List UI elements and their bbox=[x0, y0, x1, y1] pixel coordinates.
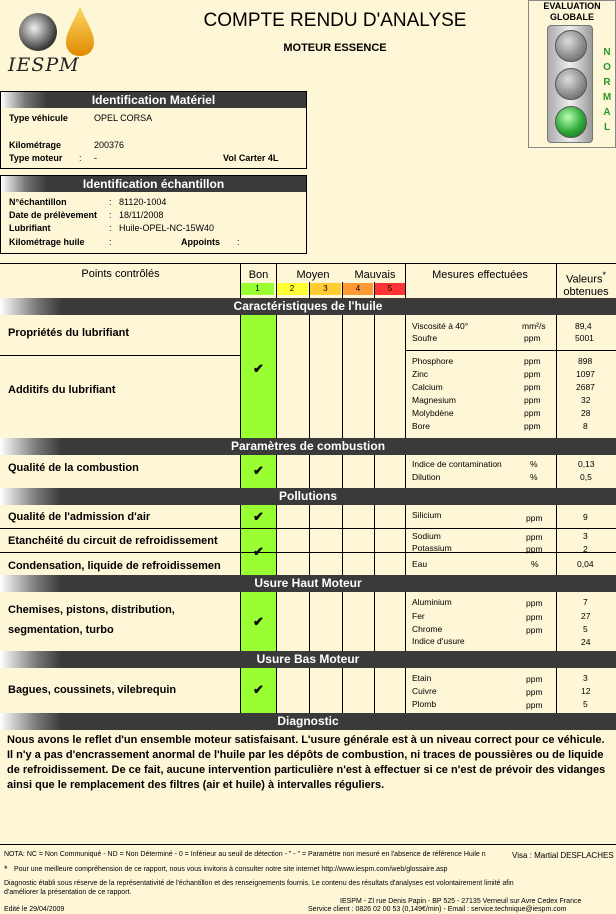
check-icon: ✔ bbox=[253, 463, 264, 478]
measure-value: 5 bbox=[583, 699, 588, 709]
header-moyen: Moyen bbox=[296, 269, 330, 281]
footer-notes: NOTA: NC = Non Communiqué - ND = Non Déterminé - 0 = Inférieur au seuil de détection - " - " = Paramètre non mesuré en l'absence de référence Huile n bbox=[4, 851, 486, 858]
kilometrage-value: 200376 bbox=[94, 140, 125, 150]
measure-unit: ppm bbox=[526, 625, 543, 635]
footer-glossary: Pour une meilleure compréhension de ce rapport, nous vous invitons à consulter notre site internet http://www.iespm.com/web/glossaire.asp bbox=[14, 866, 448, 873]
page-subtitle: MOTEUR ESSENCE bbox=[283, 42, 387, 54]
point-chemises-1: Chemises, pistons, distribution, bbox=[8, 604, 175, 616]
measure-unit: ppm bbox=[526, 544, 543, 554]
measure-value: 89,4 bbox=[575, 321, 592, 331]
footer-edited: Edité le 29/04/2009 bbox=[4, 906, 65, 913]
light-green-icon bbox=[555, 106, 587, 138]
echantillon-heading: Identification échantillon bbox=[1, 176, 306, 192]
measure-value: 0,13 bbox=[578, 459, 595, 469]
measure-unit: ppm bbox=[524, 369, 541, 379]
measure-unit: % bbox=[531, 559, 539, 569]
point-bagues: Bagues, coussinets, vilebrequin bbox=[8, 684, 177, 696]
measure-name: Viscosité à 40° bbox=[412, 321, 469, 331]
measure-name: Potassium bbox=[412, 543, 452, 553]
measure-unit: % bbox=[530, 472, 538, 482]
header-mauvais: Mauvais bbox=[354, 269, 396, 281]
measure-value: 0,5 bbox=[580, 472, 592, 482]
evaluation-panel bbox=[528, 0, 616, 148]
type-moteur-sep: : bbox=[79, 153, 82, 163]
evaluation-title-1: EVALUATION bbox=[543, 1, 601, 11]
vol-carter: Vol Carter 4L bbox=[223, 153, 279, 163]
measure-name: Chrome bbox=[412, 624, 443, 634]
measure-name: Indice d'usure bbox=[412, 636, 465, 646]
header-bon: Bon bbox=[248, 269, 269, 281]
measure-value: 2 bbox=[583, 544, 588, 554]
point-additifs: Additifs du lubrifiant bbox=[8, 384, 116, 396]
measure-value: 27 bbox=[581, 611, 591, 621]
measure-name: Magnesium bbox=[412, 395, 456, 405]
header-obtenues: obtenues bbox=[563, 285, 609, 298]
logo-drop-icon bbox=[8, 4, 98, 56]
measure-unit: ppm bbox=[526, 674, 543, 684]
scale-2: 2 bbox=[276, 283, 308, 295]
measure-value: 3 bbox=[583, 531, 588, 541]
materiel-box bbox=[0, 91, 307, 169]
point-proprietes: Propriétés du lubrifiant bbox=[8, 327, 130, 339]
scale-3: 3 bbox=[310, 283, 341, 295]
measure-value: 7 bbox=[583, 597, 588, 607]
measure-value: 32 bbox=[581, 395, 591, 405]
footer-visa: Visa : Martial DESFLACHES bbox=[512, 851, 614, 860]
materiel-heading: Identification Matériel bbox=[1, 92, 306, 108]
appoints-label: Appoints bbox=[181, 237, 220, 247]
measure-unit: ppm bbox=[526, 612, 543, 622]
page-title: COMPTE RENDU D'ANALYSE bbox=[203, 10, 467, 31]
measure-unit: % bbox=[530, 459, 538, 469]
measure-value: 3 bbox=[583, 673, 588, 683]
measure-value: 28 bbox=[581, 408, 591, 418]
measure-name: Cuivre bbox=[412, 686, 437, 696]
diagnostic-text: Nous avons le reflet d'un ensemble moteur satisfaisant. L'usure générale est à un niveau correct pour ce véhicule. Il n'y a pas d'encrassement anormal de l'huile par les dépôts de combustion, ni traces de poussières ou de liquide de refroidissement. De ce fait, aucune intervention particulière n'est à effectuer si ce n'est de prévoir des vidanges ainsi que le remplacement des filtres (air et huile) à intervalles réguliers. bbox=[7, 734, 606, 791]
measure-name: Dilution bbox=[412, 472, 441, 482]
point-condensation: Condensation, liquide de refroidissemen bbox=[8, 560, 221, 572]
evaluation-title-2: GLOBALE bbox=[550, 12, 594, 22]
footer-service: Service client : 0826 02 00 53 (0,149€/min) - Email : service.technique@iespm.com bbox=[308, 906, 567, 913]
measure-value: 0,04 bbox=[577, 559, 594, 569]
echantillon-sep: : bbox=[109, 197, 112, 207]
check-icon: ✔ bbox=[253, 614, 264, 629]
measure-unit: ppm bbox=[524, 395, 541, 405]
measure-value: 5001 bbox=[575, 333, 594, 343]
measure-unit: ppm bbox=[524, 356, 541, 366]
measure-name: Molybdène bbox=[412, 408, 454, 418]
measure-value: 12 bbox=[581, 686, 591, 696]
type-moteur-label: Type moteur bbox=[9, 153, 63, 163]
footer-disclaimer-1: Diagnostic établi sous réserve de la représentativité de l'échantillon et des renseignements fournis. Le contenu des résultats d'analyses est volontairement limité afin bbox=[4, 880, 514, 887]
header-points: Points contrôlés bbox=[81, 268, 160, 280]
section-bas: Usure Bas Moteur bbox=[0, 651, 616, 668]
measure-unit: ppm bbox=[526, 687, 543, 697]
footer-disclaimer-2: d'améliorer la présentation de ce rapport. bbox=[4, 889, 132, 896]
measure-value: 898 bbox=[578, 356, 593, 366]
measure-name: Fer bbox=[412, 611, 425, 621]
type-moteur-value: - bbox=[94, 153, 97, 163]
measure-value: 8 bbox=[583, 421, 588, 431]
check-icon: ✔ bbox=[253, 509, 264, 524]
scale-5: 5 bbox=[375, 283, 405, 295]
km-huile-sep: : bbox=[109, 237, 112, 247]
lubrifiant-value: Huile-OPEL-NC-15W40 bbox=[119, 223, 215, 233]
measure-unit: ppm bbox=[524, 408, 541, 418]
measure-value: 2687 bbox=[576, 382, 595, 392]
measure-name: Plomb bbox=[412, 699, 437, 709]
footer-star: * bbox=[4, 864, 8, 874]
evaluation-status: N O R M A L bbox=[602, 47, 612, 133]
scale-4: 4 bbox=[343, 283, 373, 295]
point-etancheite: Etanchéité du circuit de refroidissement bbox=[8, 535, 218, 547]
header-valeurs bbox=[556, 269, 616, 298]
point-chemises-2: segmentation, turbo bbox=[8, 624, 114, 636]
diagnostic-heading: Diagnostic bbox=[0, 713, 616, 730]
section-combustion: Paramètres de combustion bbox=[0, 438, 616, 455]
measure-name: Indice de contamination bbox=[412, 459, 502, 469]
measure-name: Sodium bbox=[412, 531, 441, 541]
lubrifiant-sep: : bbox=[109, 223, 112, 233]
echantillon-value: 81120-1004 bbox=[119, 197, 167, 207]
check-icon: ✔ bbox=[253, 682, 264, 697]
point-admission: Qualité de l'admission d'air bbox=[8, 511, 151, 523]
type-vehicule-value: OPEL CORSA bbox=[94, 113, 153, 123]
scale-1: 1 bbox=[241, 283, 274, 295]
date-value: 18/11/2008 bbox=[119, 210, 164, 220]
date-sep: : bbox=[109, 210, 112, 220]
measure-unit: ppm bbox=[524, 421, 541, 431]
logo-text: IESPM bbox=[8, 54, 80, 76]
point-qualite-combustion: Qualité de la combustion bbox=[8, 462, 139, 474]
measure-name: Phosphore bbox=[412, 356, 454, 366]
measure-unit: ppm bbox=[526, 598, 543, 608]
section-pollutions: Pollutions bbox=[0, 488, 616, 505]
header-valeurs-text: Valeurs bbox=[565, 273, 603, 286]
echantillon-box bbox=[0, 175, 307, 254]
date-label: Date de prélèvement bbox=[9, 210, 98, 220]
echantillon-label: N°échantillon bbox=[9, 197, 67, 207]
measure-unit: mm²/s bbox=[522, 321, 546, 331]
measure-unit: ppm bbox=[524, 333, 541, 343]
measure-name: Soufre bbox=[412, 333, 438, 343]
check-icon: ✔ bbox=[253, 361, 264, 376]
measure-unit: ppm bbox=[526, 700, 543, 710]
measure-name: Zinc bbox=[412, 369, 429, 379]
results-table bbox=[0, 263, 616, 713]
measure-name: Calcium bbox=[412, 382, 443, 392]
header-mesures: Mesures effectuées bbox=[432, 269, 528, 281]
measure-value: 1097 bbox=[576, 369, 595, 379]
measure-name: Silicium bbox=[412, 510, 442, 520]
light-red-icon bbox=[555, 30, 587, 62]
kilometrage-label: Kilométrage bbox=[9, 140, 62, 150]
measure-unit: ppm bbox=[526, 513, 543, 523]
km-huile-label: Kilométrage huile bbox=[9, 237, 85, 247]
traffic-light bbox=[547, 25, 593, 143]
header-asterisk: * bbox=[602, 270, 607, 280]
measure-name: Etain bbox=[412, 673, 432, 683]
type-vehicule-label: Type véhicule bbox=[9, 113, 68, 123]
measure-value: 9 bbox=[583, 512, 588, 522]
measure-value: 24 bbox=[581, 637, 591, 647]
measure-name: Aluminium bbox=[412, 597, 452, 607]
footer-address: IESPM - ZI rue Denis Papin - BP 525 - 27135 Verneuil sur Avre Cedex France bbox=[340, 898, 582, 905]
measure-unit: ppm bbox=[524, 382, 541, 392]
lubrifiant-label: Lubrifiant bbox=[9, 223, 51, 233]
check-icon: ✔ bbox=[253, 544, 264, 559]
measure-name: Bore bbox=[412, 421, 430, 431]
light-orange-icon bbox=[555, 68, 587, 100]
section-haut: Usure Haut Moteur bbox=[0, 575, 616, 592]
measure-unit: ppm bbox=[526, 532, 543, 542]
logo bbox=[8, 4, 98, 74]
appoints-sep: : bbox=[237, 237, 240, 247]
measure-name: Eau bbox=[412, 559, 428, 569]
measure-value: 5 bbox=[583, 624, 588, 634]
section-huile: Caractéristiques de l'huile bbox=[0, 298, 616, 315]
